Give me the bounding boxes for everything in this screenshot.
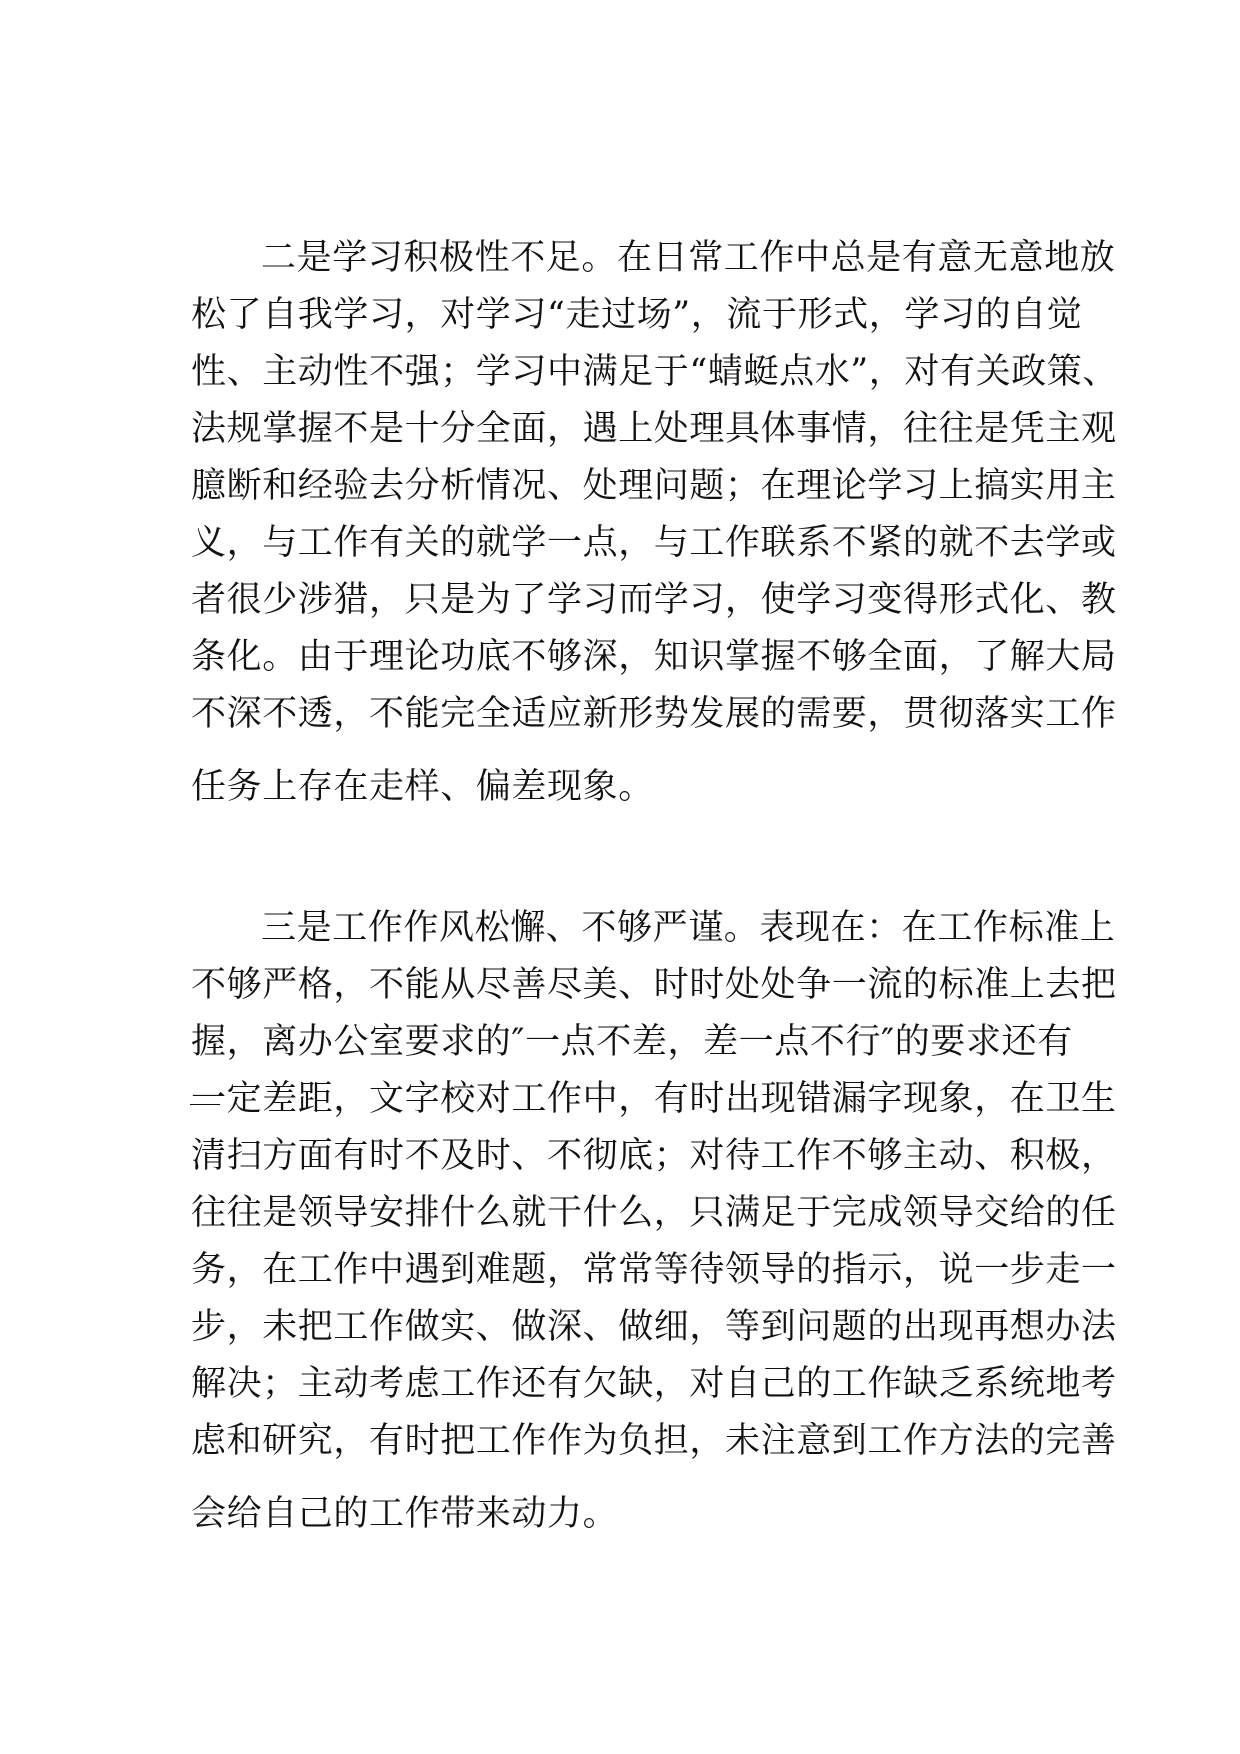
paragraph-line: 臆断和经验去分析情况、处理问题；在理论学习上搞实用主 — [191, 466, 1117, 506]
paragraph-line: 二是学习积极性不足。在日常工作中总是有意无意地放 — [261, 238, 1116, 278]
paragraph-line: 握，离办公室要求的″一点不差，差一点不行″的要求还有 — [191, 1022, 1073, 1062]
paragraph-line: 会给自己的工作带来动力。 — [191, 1494, 619, 1534]
paragraph-learning-initiative — [191, 230, 1118, 816]
paragraph-line: 往往是领导安排什么就干什么，只满足于完成领导交给的任 — [191, 1193, 1117, 1233]
paragraph-line: 务，在工作中遇到难题，常常等待领导的指示，说一步走一 — [191, 1250, 1117, 1290]
paragraph-line: 任务上存在走样、偏差现象。 — [191, 767, 654, 807]
edit-mark-line — [190, 1104, 220, 1105]
paragraph-line: 不深不透，不能完全适应新形势发展的需要，贯彻落实工作 — [191, 694, 1117, 734]
paragraph-line: 不够严格，不能从尽善尽美、时时处处争一流的标准上去把 — [191, 965, 1117, 1005]
paragraph-line: 清扫方面有时不及时、不彻底；对待工作不够主动、积极， — [191, 1136, 1117, 1176]
paragraph-line: 解决；主动考虑工作还有欠缺，对自己的工作缺乏系统地考 — [191, 1364, 1117, 1404]
paragraph-line: 虑和研究，有时把工作作为负担，未注意到工作方法的完善 — [191, 1421, 1117, 1461]
paragraph-line: 一定差距，文字校对工作中，有时出现错漏字现象，在卫生 — [191, 1079, 1117, 1119]
paragraph-line: 法规掌握不是十分全面，遇上处理具体事情，往往是凭主观 — [191, 409, 1117, 449]
paragraph-line: 三是工作作风松懈、不够严谨。表现在：在工作标准上 — [261, 908, 1116, 948]
paragraph-line: 者很少涉猎，只是为了学习而学习，使学习变得形式化、教 — [191, 580, 1117, 620]
paragraph-line: 步，未把工作做实、做深、做细，等到问题的出现再想办法 — [191, 1307, 1117, 1347]
paragraph-line: 条化。由于理论功底不够深，知识掌握不够全面，了解大局 — [191, 637, 1117, 677]
paragraph-line: 性、主动性不强；学习中满足于“蜻蜓点水”，对有关政策、 — [191, 352, 1118, 392]
paragraph-line: 义，与工作有关的就学一点，与工作联系不紧的就不去学或 — [191, 523, 1117, 563]
paragraph-work-style — [191, 900, 1117, 1543]
paragraph-line: 松了自我学习，对学习“走过场”，流于形式，学习的自觉 — [191, 295, 1083, 335]
